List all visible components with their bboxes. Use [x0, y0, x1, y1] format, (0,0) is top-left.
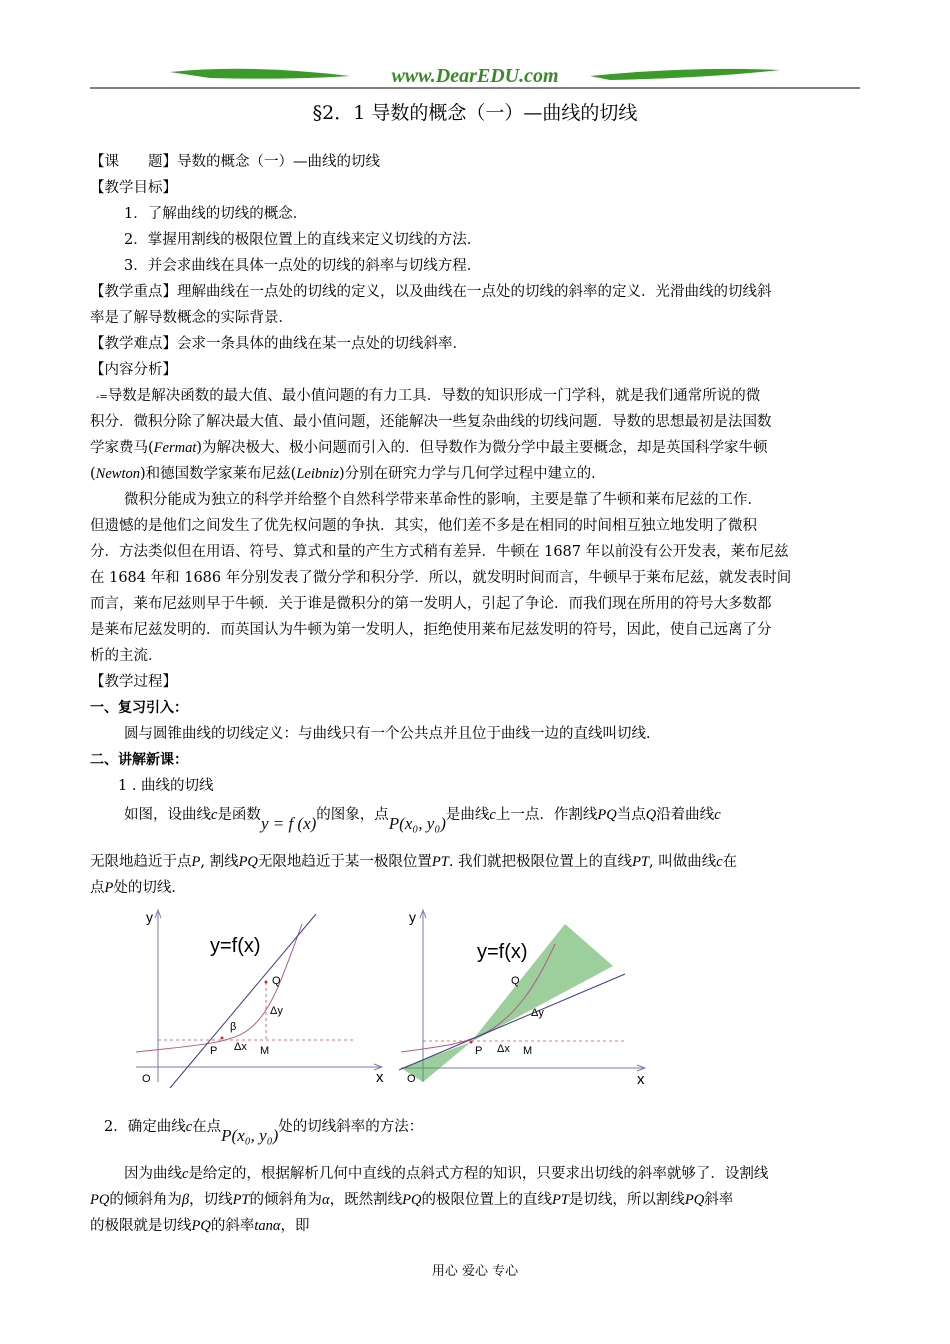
var-pq: PQ	[402, 1192, 422, 1208]
formula-fx: y = f (x)	[260, 814, 317, 833]
var-c: c	[489, 807, 496, 823]
var-c: c	[716, 854, 723, 870]
var-pq: PQ	[191, 1218, 211, 1234]
text-run: 是函数	[217, 807, 261, 823]
text-run: 的极限位置上的直线	[421, 1192, 552, 1208]
var-c: c	[714, 807, 721, 823]
process-label: 【教学过程】	[90, 674, 177, 690]
dy-label: Δy	[270, 1005, 283, 1017]
var-pq: PQ	[597, 807, 617, 823]
text-run: ，即	[280, 1218, 310, 1234]
page-footer: 用心 爱心 专心	[431, 1264, 519, 1279]
item-heading: 1 . 曲线的切线	[118, 778, 214, 794]
text-run: 在	[722, 854, 738, 870]
q-label: Q	[511, 975, 520, 987]
tangent-definition-line	[124, 804, 721, 833]
analysis-para-line: 是莱布尼兹发明的．而英国认为牛顿为第一发明人，拒绝使用莱布尼兹发明的符号，因此，使自己远离了分	[90, 622, 772, 638]
text-run: 因为曲线	[124, 1166, 182, 1182]
text-run: , 叫做曲线	[648, 854, 717, 870]
difficulty-line: 【教学难点】会求一条具体的曲线在某一点处的切线斜率．	[90, 336, 467, 352]
banner-swoosh-right	[590, 69, 780, 80]
var-pt: PT	[431, 854, 449, 870]
name-newton: Newton	[95, 466, 140, 482]
x-label: x	[376, 1069, 384, 1086]
var-p: P	[104, 880, 114, 896]
analysis-para-line	[90, 438, 768, 458]
text-run: ，切线	[189, 1192, 233, 1208]
tangent-line	[399, 974, 625, 1070]
text-run: 上一点．作割线	[495, 807, 598, 823]
text-run: 无限地趋近于点	[90, 854, 192, 870]
analysis-text: )为解决极大、极小问题而引入的．但导数作为微分学中最主要概念，却是英国科学家牛顿	[196, 440, 768, 456]
text-run: 的图象，点	[316, 807, 389, 823]
text-run: 的倾斜角为	[249, 1192, 322, 1208]
text-run: 如图，设曲线	[124, 807, 211, 823]
slope-para-line	[90, 1216, 309, 1236]
y-label: y	[409, 909, 416, 925]
figure-secant	[130, 904, 390, 1092]
point-p	[221, 1037, 224, 1040]
beta-label: β	[230, 1021, 237, 1033]
function-label: y=f(x)	[477, 941, 528, 963]
var-pq: PQ	[684, 1192, 705, 1208]
slope-para-line	[90, 1190, 733, 1210]
p-label: P	[210, 1045, 218, 1057]
section-heading: 二、讲解新课：	[90, 752, 188, 768]
var-pt: PT	[632, 854, 649, 870]
name-leibniz: Leibniz	[296, 466, 340, 482]
goals-label: 【教学目标】	[90, 180, 177, 196]
analysis-para-line: 在 1684 年和 1686 年分别发表了微分学和积分学．所以，就发明时间而言，牛顿早于莱布尼兹，就发表时间	[90, 570, 792, 586]
review-text: 圆与圆锥曲线的切线定义：与曲线只有一个公共点并且位于曲线一边的直线叫切线．	[124, 726, 661, 742]
m-label: M	[523, 1045, 533, 1057]
text-run: 点	[90, 880, 105, 896]
analysis-para-line: 析的主流．	[90, 648, 163, 664]
key-point-line: 【教学重点】理解曲线在一点处的切线的定义，以及曲线在一点处的切线的斜率的定义．光滑曲线的切线斜	[90, 284, 772, 300]
var-p: P	[191, 854, 201, 870]
var-tan-alpha: tanα	[254, 1218, 281, 1234]
origin-label: O	[407, 1073, 416, 1085]
site-banner	[90, 62, 860, 92]
origin-label: O	[142, 1073, 151, 1085]
slope-para-line	[124, 1164, 768, 1184]
text-run: 是给定的，根据解析几何中直线的点斜式方程的知识，只要求出切线的斜率就够了．设割线	[188, 1166, 769, 1182]
var-c: c	[182, 1166, 189, 1182]
text-run: 无限地趋近于某一极限位置	[257, 854, 432, 870]
text-run: 在点	[192, 1119, 222, 1135]
text-run: 是切线，所以割线	[568, 1192, 685, 1208]
var-pt: PT	[232, 1192, 250, 1208]
figure-limit	[395, 904, 665, 1092]
text-run: 当点	[616, 807, 646, 823]
x-label: x	[637, 1071, 645, 1088]
tangent-definition-line	[90, 878, 186, 898]
y-label: y	[146, 909, 153, 925]
analysis-para-line: -=导数是解决函数的最大值、最小值问题的有力工具．导数的知识形成一门学科，就是我们通常所说的微	[96, 388, 761, 404]
text-run: , 割线	[200, 854, 239, 870]
var-q: Q	[645, 807, 657, 823]
analysis-text: 导数是解决函数的最大值、最小值问题的有力工具．导数的知识形成一门学科，就是我们通常所说的微	[107, 388, 761, 404]
var-c: c	[211, 807, 218, 823]
var-c: c	[185, 1119, 193, 1135]
text-run: 的倾斜角为	[109, 1192, 182, 1208]
var-pq: PQ	[238, 854, 258, 870]
analysis-para-line: (Newton)和德国数学家莱布尼兹(Leibniz)分别在研究力学与几何学过程中建立的．	[90, 466, 606, 482]
var-pt: PT	[551, 1192, 569, 1208]
dy-label: Δy	[531, 1007, 544, 1019]
m-label: M	[260, 1045, 270, 1057]
dx-label: Δx	[497, 1043, 510, 1055]
text-run: 2．确定曲线	[104, 1119, 186, 1135]
p-label: P	[475, 1045, 483, 1057]
formula-point: P(x₀, y₀)	[221, 1126, 279, 1145]
text-run: . 我们就把极限位置上的直线	[448, 854, 633, 870]
analysis-para-line: 而言，莱布尼兹则早于牛顿．关于谁是微积分的第一发明人，引起了争论．而我们现在所用的符号大多数都	[90, 596, 772, 612]
analysis-para-line: 分．方法类似但在用语、符号、算式和量的产生方式稍有差异．牛顿在 1687 年以前没有公开发表，莱布尼兹	[90, 544, 789, 560]
goal-item: 3．并会求曲线在具体一点处的切线的斜率与切线方程．	[124, 258, 482, 274]
text-run: 是曲线	[445, 807, 490, 823]
text-run: 处的切线．	[113, 880, 186, 896]
analysis-para-line: 但遗憾的是他们之间发生了优先权问题的争执．其实，他们差不多是在相同的时间相互独立地发明了微积	[90, 518, 757, 534]
text-run: 的极限就是切线	[90, 1218, 192, 1234]
function-label: y=f(x)	[210, 935, 261, 957]
key-point-line: 率是了解导数概念的实际背景．	[90, 310, 293, 326]
slope-method-heading	[104, 1116, 424, 1145]
var-pq: PQ	[90, 1192, 110, 1208]
site-url: www.DearEDU.com	[391, 65, 559, 87]
var-alpha: α	[322, 1192, 330, 1208]
analysis-text: 学家费马(	[90, 440, 154, 456]
q-label: Q	[272, 975, 281, 987]
text-run: 沿着曲线	[656, 807, 715, 823]
formula-point: P(x₀, y₀)	[388, 814, 446, 833]
goal-item: 1．了解曲线的切线的概念．	[124, 206, 308, 222]
var-beta: β	[181, 1192, 190, 1208]
banner-swoosh-left	[170, 69, 350, 79]
text-run: 斜率	[704, 1192, 734, 1208]
analysis-para-line: 积分．微积分除了解决最大值、最小值问题，还能解决一些复杂曲线的切线问题．导数的思想最初是法国数	[90, 414, 772, 430]
page-title: §2．1 导数的概念（一）—曲线的切线	[312, 102, 638, 124]
section-heading: 一、复习引入：	[90, 700, 188, 716]
analysis-text: )分别在研究力学与几何学过程中建立的．	[339, 466, 606, 482]
text-run: 的斜率	[210, 1218, 255, 1234]
analysis-text: )和德国数学家莱布尼兹(	[139, 466, 297, 482]
goal-item: 2．掌握用割线的极限位置上的直线来定义切线的方法．	[124, 232, 482, 248]
text-run: ，既然割线	[329, 1192, 403, 1208]
dx-label: Δx	[234, 1041, 247, 1053]
point-p	[470, 1041, 473, 1044]
analysis-label: 【内容分析】	[90, 362, 177, 378]
point-q	[265, 981, 268, 984]
analysis-para-line: 微积分能成为独立的科学并给整个自然科学带来革命性的影响，主要是靠了牛顿和莱布尼兹的工作．	[124, 492, 762, 508]
text-run: 处的切线斜率的方法：	[278, 1119, 424, 1135]
topic-line: 【课 题】导数的概念（一）—曲线的切线	[90, 154, 380, 170]
tangent-definition-line	[90, 852, 737, 872]
name-fermat: Fermat	[153, 440, 197, 456]
